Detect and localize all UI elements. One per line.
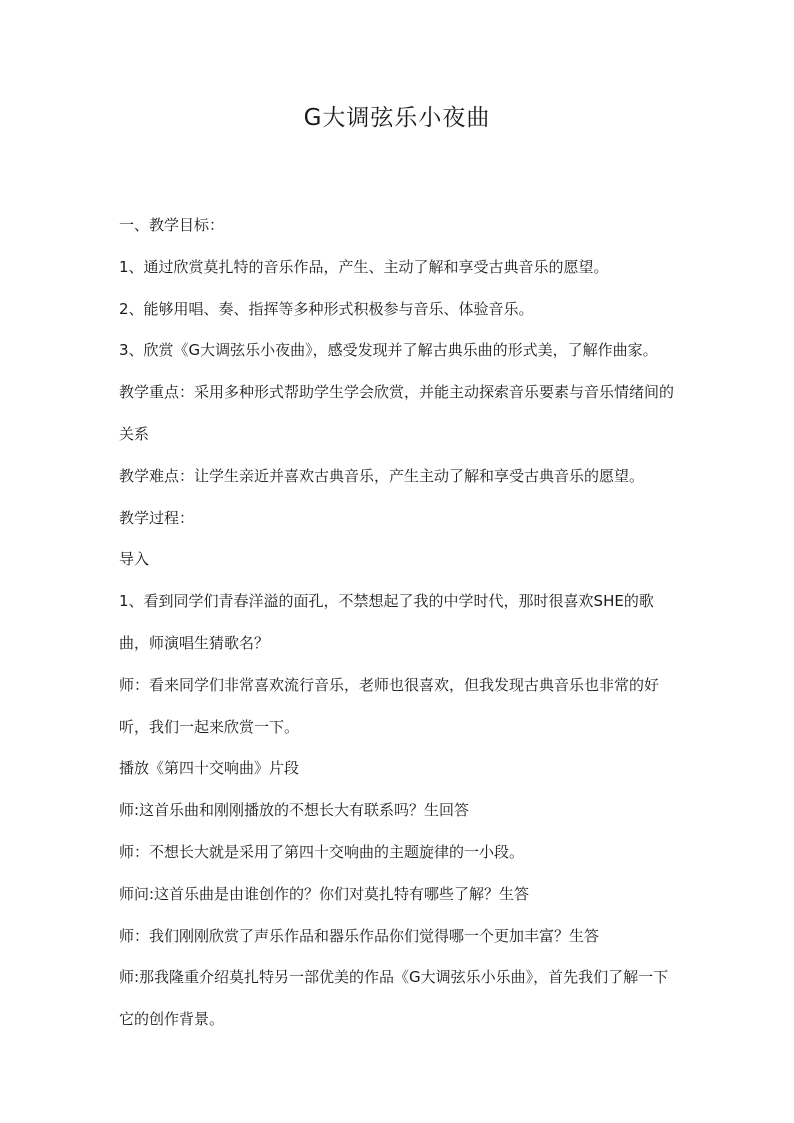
document-title: G大调弦乐小夜曲	[303, 105, 491, 131]
teacher-remark-3: 师:那我隆重介绍莫扎特另一部优美的作品《G大调弦乐小乐曲》，首先我们了解一下它的创作背景。	[119, 968, 669, 1029]
teacher-remark-2: 师：不想长大就是采用了第四十交响曲的主题旋律的一小段。	[119, 842, 525, 861]
teacher-question-1: 师:这首乐曲和刚刚播放的不想长大有联系吗？生回答	[119, 801, 470, 820]
teacher-question-3: 师：我们刚刚欣赏了声乐作品和器乐作品你们觉得哪一个更加丰富？生答	[119, 926, 600, 945]
section-heading-intro: 导入	[119, 550, 150, 569]
teaching-key-point: 教学重点：采用多种形式帮助学生学会欣赏，并能主动探索音乐要素与音乐情绪间的关系	[119, 383, 675, 443]
objective-item-3: 3、欣赏《G大调弦乐小夜曲》，感受发现并了解古典乐曲的形式美，了解作曲家。	[119, 341, 658, 360]
objective-item-1: 1、通过欣赏莫扎特的音乐作品，产生、主动了解和享受古典音乐的愿望。	[119, 257, 609, 276]
document-body	[119, 205, 679, 1041]
play-music-note: 播放《第四十交响曲》片段	[119, 759, 300, 778]
intro-step-1: 1、看到同学们青春洋溢的面孔，不禁想起了我的中学时代，那时很喜欢SHE的歌曲，师演唱生猜歌名？	[119, 592, 654, 652]
objective-item-2: 2、能够用唱、奏、指挥等多种形式积极参与音乐、体验音乐。	[119, 299, 534, 318]
section-heading-process: 教学过程：	[119, 508, 195, 527]
teaching-difficulty: 教学难点：让学生亲近并喜欢古典音乐，产生主动了解和享受古典音乐的愿望。	[119, 466, 645, 485]
teacher-question-2: 师问:这首乐曲是由谁创作的？你们对莫扎特有哪些了解？生答	[119, 884, 530, 903]
section-heading-objectives: 一、教学目标：	[119, 216, 225, 234]
teacher-remark-1: 师：看来同学们非常喜欢流行音乐，老师也很喜欢，但我发现古典音乐也非常的好听，我们一起来欣赏一下。	[119, 675, 660, 736]
